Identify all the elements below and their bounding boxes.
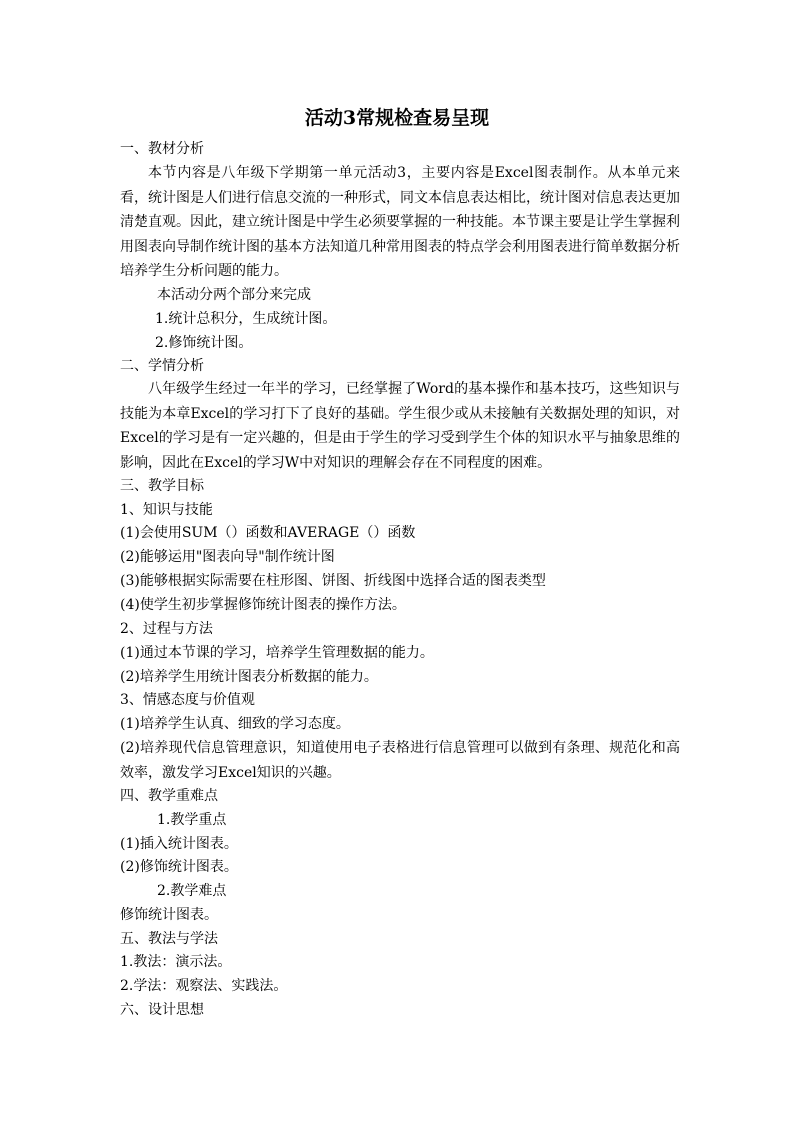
objectives-knowledge-item-2: (2)能够运用"图表向导"制作统计图 [120, 549, 335, 565]
key-points-label: 1.教学重点 [157, 812, 227, 828]
methods-item-1: 1.教法：演示法。 [120, 954, 232, 970]
section-heading-methods: 五、教法与学法 [120, 931, 218, 947]
objectives-process-item-1: (1)通过本节课的学习，培养学生管理数据的能力。 [120, 645, 434, 661]
objectives-attitude-item-1: (1)培养学生认真、细致的学习态度。 [120, 716, 350, 732]
objectives-knowledge-item-4: (4)使学生初步掌握修饰统计图表的操作方法。 [120, 597, 406, 613]
section-heading-design: 六、设计思想 [120, 1002, 204, 1018]
students-paragraph: 八年级学生经过一年半的学习，已经掌握了Word的基本操作和基本技巧，这些知识与技能为本章Excel的学习打下了良好的基础。学生很少或从未接触有关数据处理的知识，对Excel的学习是有一定兴趣的，但是由于学生的学习受到学生个体的知识水平与抽象思维的影响，因此在Excel的学习W中对知识的理解会存在不同程度的困难。 [120, 381, 680, 471]
objectives-knowledge-item-1: (1)会使用SUM（）函数和AVERAGE（）函数 [120, 525, 416, 541]
objectives-sub-process: 2、过程与方法 [120, 621, 213, 637]
difficulty-label: 2.教学难点 [157, 883, 227, 899]
section-heading-key-points: 四、教学重难点 [120, 788, 218, 804]
objectives-process-item-2: (2)培养学生用统计图表分析数据的能力。 [120, 669, 378, 685]
objectives-sub-knowledge: 1、知识与技能 [120, 502, 213, 518]
objectives-knowledge-item-3: (3)能够根据实际需要在柱形图、饼图、折线图中选择合适的图表类型 [120, 573, 546, 589]
objectives-attitude-item-2: (2)培养现代信息管理意识，知道使用电子表格进行信息管理可以做到有条理、规范化和高效率，激发学习Excel知识的兴趣。 [120, 740, 680, 781]
objectives-sub-attitude: 3、情感态度与价值观 [120, 692, 255, 708]
key-points-item-2: (2)修饰统计图表。 [120, 859, 238, 875]
materials-paragraph: 本节内容是八年级下学期第一单元活动3，主要内容是Excel图表制作。从本单元来看，统计图是人们进行信息交流的一种形式，同文本信息表达相比，统计图对信息表达更加清楚直观。因此，建立统计图是中学生必须要掌握的一种技能。本节课主要是让学生掌握利用图表向导制作统计图的基本方法知道几种常用图表的特点学会利用图表进行简单数据分析培养学生分析问题的能力。 [120, 165, 680, 279]
section-heading-materials: 一、教材分析 [120, 141, 204, 157]
difficulty-item: 修饰统计图表。 [120, 907, 218, 923]
key-points-item-1: (1)插入统计图表。 [120, 836, 238, 852]
materials-item-2: 2.修饰统计图。 [155, 335, 253, 351]
section-heading-students: 二、学情分析 [120, 358, 204, 374]
materials-intro: 本活动分两个部分来完成 [157, 287, 311, 303]
materials-item-1: 1.统计总积分，生成统计图。 [155, 311, 337, 327]
document-title: 活动3常规检查易呈现 [304, 107, 490, 129]
methods-item-2: 2.学法：观察法、实践法。 [120, 978, 288, 994]
section-heading-objectives: 三、教学目标 [120, 478, 204, 494]
